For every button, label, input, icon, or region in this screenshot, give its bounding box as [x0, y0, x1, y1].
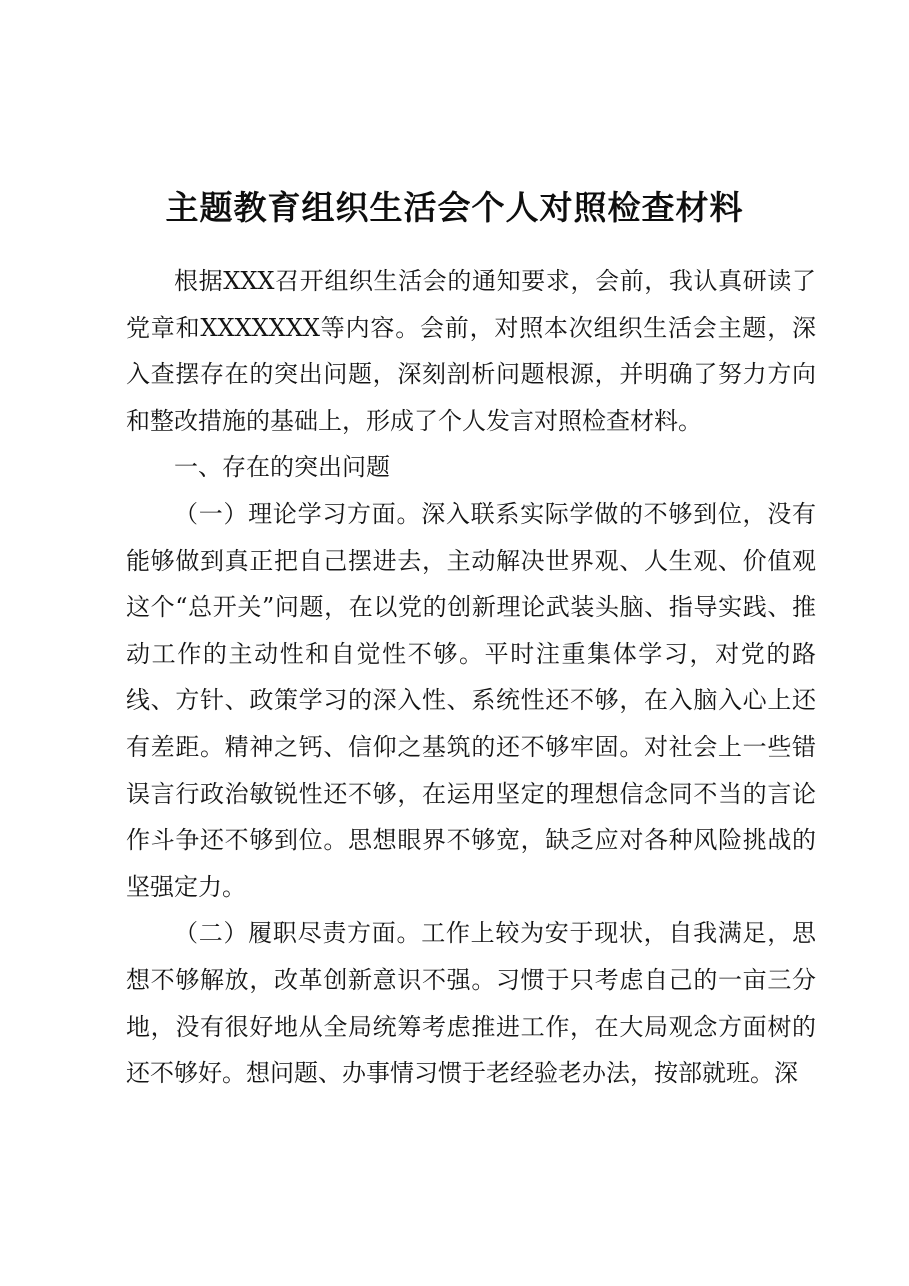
paragraph-duty-performance: （二）履职尽责方面。工作上较为安于现状，自我满足，思想不够解放，改革创新意识不强。习惯于只考虑自己的一亩三分地，没有很好地从全局统筹考虑推进工作，在大局观念方面树的还不够好。想问题、办事情习惯于老经验老办法，按部就班。深 — [126, 919, 816, 1088]
document-body — [126, 258, 816, 1097]
paragraph-theory-study: （一）理论学习方面。深入联系实际学做的不够到位，没有能够做到真正把自己摆进去，主动解决世界观、人生观、价值观这个“总开关”问题，在以党的创新理论武装头脑、指导实践、推动工作的主动性和自觉性不够。平时注重集体学习，对党的路线、方针、政策学习的深入性、系统性还不够，在入脑入心上还有差距。精神之钙、信仰之基筑的还不够牢固。对社会上一些错误言行政治敏锐性还不够，在运用坚定的理想信念同不当的言论作斗争还不够到位。思想眼界不够宽，缺乏应对各种风险挑战的坚强定力。 — [126, 499, 816, 901]
paragraph-intro: 根据XXX召开组织生活会的通知要求，会前，我认真研读了党章和XXXXXXX等内容。会前，对照本次组织生活会主题，深入查摆存在的突出问题，深刻剖析问题根源，并明确了努力方向和整改措施的基础上，形成了个人发言对照检查材料。 — [126, 267, 816, 435]
document-title: 主题教育组织生活会个人对照检查材料 — [165, 188, 744, 227]
section-heading: 一、存在的突出问题 — [174, 453, 390, 482]
